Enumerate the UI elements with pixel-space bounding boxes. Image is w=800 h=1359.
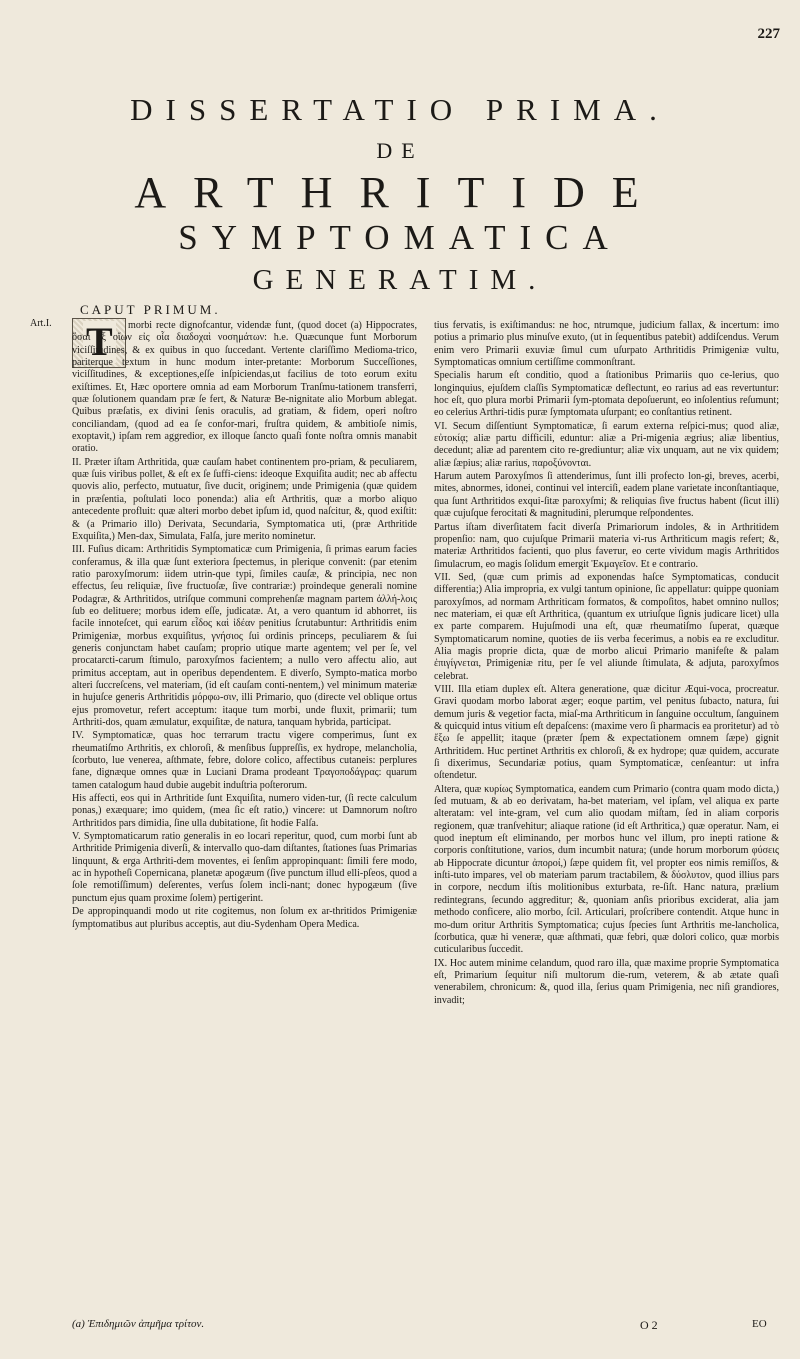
footnote: (a) Ἐπιδημιῶν ἀπμῆμα τρίτον.: [72, 1318, 205, 1330]
left-paragraph: V. Symptomaticarum ratio generalis in eo locari reperitur, quod, cum morbi ſunt ab Arthritide Primigenia diverſi, & intervallo quo-dam diſtantes, ſtationes ſuas Primarias linquunt, & erga Arthriti-dem moventes, ei ſenſim appropinquant: ſimili fere modo, ac in hypotheſi Copernicana, planetæ apogæum (ſive punctum illud elli-pſeos, quod a ſole remotiſſimum) deſerentes, verſus ſolem incli-nant; donec hypogæum (ſive punctum ejus quam proxime ſolem) pertigerint.: [72, 831, 417, 904]
right-paragraph: IX. Hoc autem minime celandum, quod raro illa, quæ maxime proprie Symptomatica eſt, Primarium ſequitur niſi multorum die-rum, veterem, & ab ætate quaſi venerabilem, chronicum: &, quod illa, ſerius quam Primigenia, nec niſi grandiores, invadit;: [434, 957, 779, 1006]
title-arthritide: ARTHRITIDE: [134, 168, 666, 217]
right-column: [434, 320, 779, 1310]
initial-letter: T: [83, 321, 116, 363]
left-paragraph: II. Præter iſtam Arthritida, quæ cauſam habet continentem pro-priam, & peculiarem, quæ ſuis viribus pollet, & eſt ex ſe ſuffi-ciens: ideoque Exquiſita audit; nec ab affectu quovis alio, perfecto, mutuatur, ſive ducit, originem; unde Primigenia (quæ quidem in præſentia, poſtulati loco ponenda:) alia eſt Arthritis, quæ a morbo aliquo antecedente profluit: quæ alteri morbo debet ipſum id, quod naſcitur, &, quod exiſtit: & (a Primario illo) Derivata, Secundaria, Symptomatica uti, (præ Arthritide Exquiſita,) Men-dax, Simulata, Falſa, jure merito nominetur.: [72, 456, 417, 542]
left-column: [72, 320, 417, 1310]
right-paragraph: Specialis harum eſt conditio, quod a ſtationibus Primariis quo ce-lerius, quo longinquius, ejuſdem claſſis Symptomaticæ deflectunt, eo rarius ad eas revertuntur: hoc eſt, quo plura morbi Primarii ſym-ptomata depoſuerunt, eo inſolentius reſumunt; eo celerius Arthri-tidis puræ ſymptomata uſurpant; eo conſtantius retinent.: [434, 370, 779, 419]
left-paragraph: His affecti, eos qui in Arthritide ſunt Exquiſita, numero viden-tur, (ſi recte calculum ponas,) exæquare; imo quidem, (mea ſic eſt ratio,) vincere: ut Damnorum noſtro Arthritidos pars dimidia, ſine ulla dubitatione, ſit hodie Falſa.: [72, 793, 417, 829]
left-paragraph: De appropinquandi modo ut rite cogitemus, non ſolum ex ar-thritidos Primigeniæ ſymptomatibus aut pluribus acceptis, aut diu-Sydenham Opera Medica.: [72, 906, 417, 930]
title-generatim: GENERATIM.: [252, 264, 548, 296]
right-paragraph: Partus iſtam diverſitatem facit diverſa Primariorum indoles, & in Arthritidem propenſio: nam, quo cujuſque Primarii materia vi-rus Arthriticum magis refert; &, materiæ Arthritidos facienti, quo plus faveтur, eo certe vividum magis Arthritidos ſimulacrum, eo magis ſolidum emergit Ἐκμαγεῖον. Et e contrario.: [434, 521, 779, 570]
right-paragraph: VI. Secum diſſentiunt Symptomaticæ, ſi earum externa reſpici-mus; quod aliæ, εὐτοκίᾳ; aliæ partu difficili, eduntur: aliæ a Pri-migenia ægrius; aliæ libentius, decedunt; aliæ ad parentem cito re-grediuntur; aliæ vix unquam, aut ne vix quidem; aliæ ſæpius; aliæ rarius, παροξύνονται.: [434, 420, 779, 469]
left-paragraph: IV. Symptomaticæ, quas hoc terrarum tractu vigere comperimus, ſunt ex rheumatiſmo Arthritis, ex chloroſi, & menſibus ſuppreſſis, ex hydrope, melancholia, ſcorbuto, lue venerea, aſthmate, febre, dolore colico, affectibus cutaneis: perplures fane, dignæque omnes quæ in Luciani Drama prodeant Τραγοποδάγρας: quarum tamen catalogum haud dubie augebit induſtria poſterorum.: [72, 730, 417, 791]
right-paragraph: VII. Sed, (quæ cum primis ad exponendas haſce Symptomaticas, conducit differentia;) Alia impropria, ex vulgi tantum opinione, ſic appellatur: quippe quoniam paroxyſmos, ad normam Arthriticam formatos, & compoſitos, habet omnino nullos; nec materiam, ei quæ eſt Arthritica, (quantum ex utriuſque ſignis judicare licet) ulla ex parte comparem. Hujuſmodi una eſt, quæ rheumatiſmo ſuperat, quæque Symptomaticarum nomine, quoties de iis verba fecerimus, a nobis ea re excluditur. Alia magis proprie dicta, quæ de morbo alicui Primario manifeſte & palam ἐπιγίγνεται, Primigeniæ ritu, per ſe vel aliunde ſtimulata, & adjuta, paroxyſmos celebrat.: [434, 571, 779, 682]
right-paragraph: Harum autem Paroxyſmos ſi attenderimus, ſunt illi profecto lon-gi, breves, acerbi, mites, abnormes, idonei, continui vel interciſi, eadem plane varietate inconſtantiaque, qua ſunt Arthritidos exqui-ſitæ paroxyſmi; & reliquias ſive fructus habent (ſicut illi) quæ cujuſque ferocitati & magnitudini, plerumque reſpondentes.: [434, 471, 779, 520]
title-symptomatica: SYMPTOMATICA: [178, 218, 622, 257]
right-paragraph: VIII. Illa etiam duplex eſt. Altera generatione, quæ dicitur Æqui-voca, procreatur. Gravi quodam morbo laborat æger; eoque partim, vel penitus ſubacto, natura, ſui demum juris & vegetior facta, miaſ-ma Arthriticum in ſanguine occultum, ſanguinem & quicquid intus vitium eſt depaſcens: (maxime vero ſi pharmacis ea proritetur) ad τὸ ἔξω ſe appellit; itaque (præter ſpem & expectationem omnem ſæpe) gignit Arthritidem. Huc pertinet Arthritis ex chloroſi, & ex hydrope; quæ quidem, accurate ſi dixerimus, Secundariæ potius, quam Symptomaticæ, cenſeantur: ut infra oſtendetur.: [434, 683, 779, 782]
right-paragraph: Altera, quæ κυρίως Symptomatica, eandem cum Primario (contra quam modo dicta,) ſed mutuam, & ab eo derivatam, ha-bet materiam, vel ipſam, vel aliqua ex parte alteratam: vel inte-gram, vel cum alio quodam miſtam, ſed in aliam corporis regionem, quæ tranſvehitur; aliaque ratione (id eſt Arthritica,) quæ operatur. Nam, ei quod ineptum eſt eliminando, per morbos hunc vel illum, pro inepti ratione & corporis conſtitutione, varios, dum incumbit natura; (unde horum morborum φύσεις ab Hippocrate dicuntur ἀποροί,) ſæpe quidem fit, vel propter eos nimis remiſſos, & inſti-tuto impares, vel ob materiam parum tractabilem, & δύσλυτον, quod illius pars in corpore, necdum iſtis molitionibus exturbata, re-ſiſt. Hanc natura, prælium redintegrans, ſecundo aggreditur; &, quoniam anſis prioribus exciderat, alia jam methodo conficere, alio morbo, ſcil. Articulari, proſcribere contendit. Atque hunc in mo-dum oritur Arthritis Symptomatica; cujus ſpecies ſunt Arthritis me-lancholica, ſcorbutica, quæ hi veneræ, quæ aſthmati, quæ febri, quæ dolori colico, quæ morbis cuticularibus ſuccedit.: [434, 783, 779, 956]
left-paragraph: III. Fuſius dicam: Arthritidis Symptomaticæ cum Primigenia, ſi primas earum facies conferamus, & illa quæ ſunt exteriora ſpectemus, in plerique convenit: (par etenim ratio paroxyſmorum: iidem utrin-que typi, ſimiles cauſæ, & principia, nec non effectus, ſeu reliquiæ, ſive fructuoſæ, ſive contrariæ:) proindeque generali nomine Podagræ, & Arthritidos, utriſque communi comprehenſæ magnam partem ἀλλή-λοις ſub eo delituere; morbus idem eſſe, judicatæ. At, a vero quantum id abhorret, iis facile innoteſcet, qui earum εἶδος καὶ ἰδέαν penitius ſcrutabuntur: Arthritidis enim Primigeniæ, morbus exquiſitus, γνήσιος ſui ordinis princeps, peculiarem & ſui generis conjunctam habet cauſam; proprio utique marte agentem; vel per ſe, vel procatarcti-carum ſtimulo, paroxyſmos facientem; a nullo vero affectu alio, aut primitus acceptam, aut in operibus dependentem. E diverſo, Sympto-matica morbo alteri ſuccreſcens, vel materiam, (id eſt cauſam conti-nentem,) vel minimum materiæ in hujuſce generis Arthritidis μόρφω-σιν, illi Primario, quo (directe vel oblique ortus ejus promovetur, refert acceptum: itaque tum morbi, unde fluxit, primarii; tum Arthriti-dos, quam æmulatur, exquiſitæ, de natura, tanquam hybrida, participat.: [72, 544, 417, 728]
title-de: DE: [376, 138, 424, 163]
chapter-heading: CAPUT PRIMUM.: [80, 302, 221, 317]
left-paragraph: morbi recte dignofcantur, videndæ funt, (quod docet (a) Hippocrates, ὅσαι ἐξ οἵων εἰς οἷα διαδοχαὶ νοσημάτων: h.e. Quæcunque funt Morborum viciſſitudines, & ex quibus in quo ſuccedant. Vertente clariſſimo Medioma-trico, pariterque textum in hunc modum inter-pretante: Morborum Succeſſiones, viciſſitudines, & exceptiones,eſſe inſpiciendas,ut facilius de toto eorum exitu exiſtimes. Et, Hæc oportere omnia ad eam Morborum Tranſmu-tationem transferri, quæ ſolutionem quandam præ ſe fert, & Naturæ Be-nignitate alio Morbum ablegat. Quibus præſatis, ex divini ſenis oraculis, ad gratiam, & fidem, operi noſtro conciliandam, (quod ad ea ſe confor-mari, fruſtra quidem, & ambitioſe nimis, exoptavit,) ipſam rem aggredior, ex illoque ſancto quaſi fonte noſtra omnis manabit oratio.: [72, 320, 417, 455]
signature-mark: O 2: [640, 1318, 658, 1332]
right-paragraph: tius fervatis, is exiſtimandus: ne hoc, ntrumque, judicium fallax, & incertum: imo potius a primario plus minuſve exuto, (ut in ſequentibus patebit) addiſcendus. Verum enim vero Primarii exuviæ ſimul cum uſurpato Arthritidis Primigeniæ vultu, Symptomaticas omnium certiſſime commonſtrant.: [434, 320, 779, 369]
catchword: EO: [752, 1318, 767, 1330]
title-dissertatio: DISSERTATIO PRIMA.: [130, 92, 670, 127]
page-number: 227: [757, 26, 780, 42]
margin-article-note: Art.I.: [30, 318, 52, 329]
